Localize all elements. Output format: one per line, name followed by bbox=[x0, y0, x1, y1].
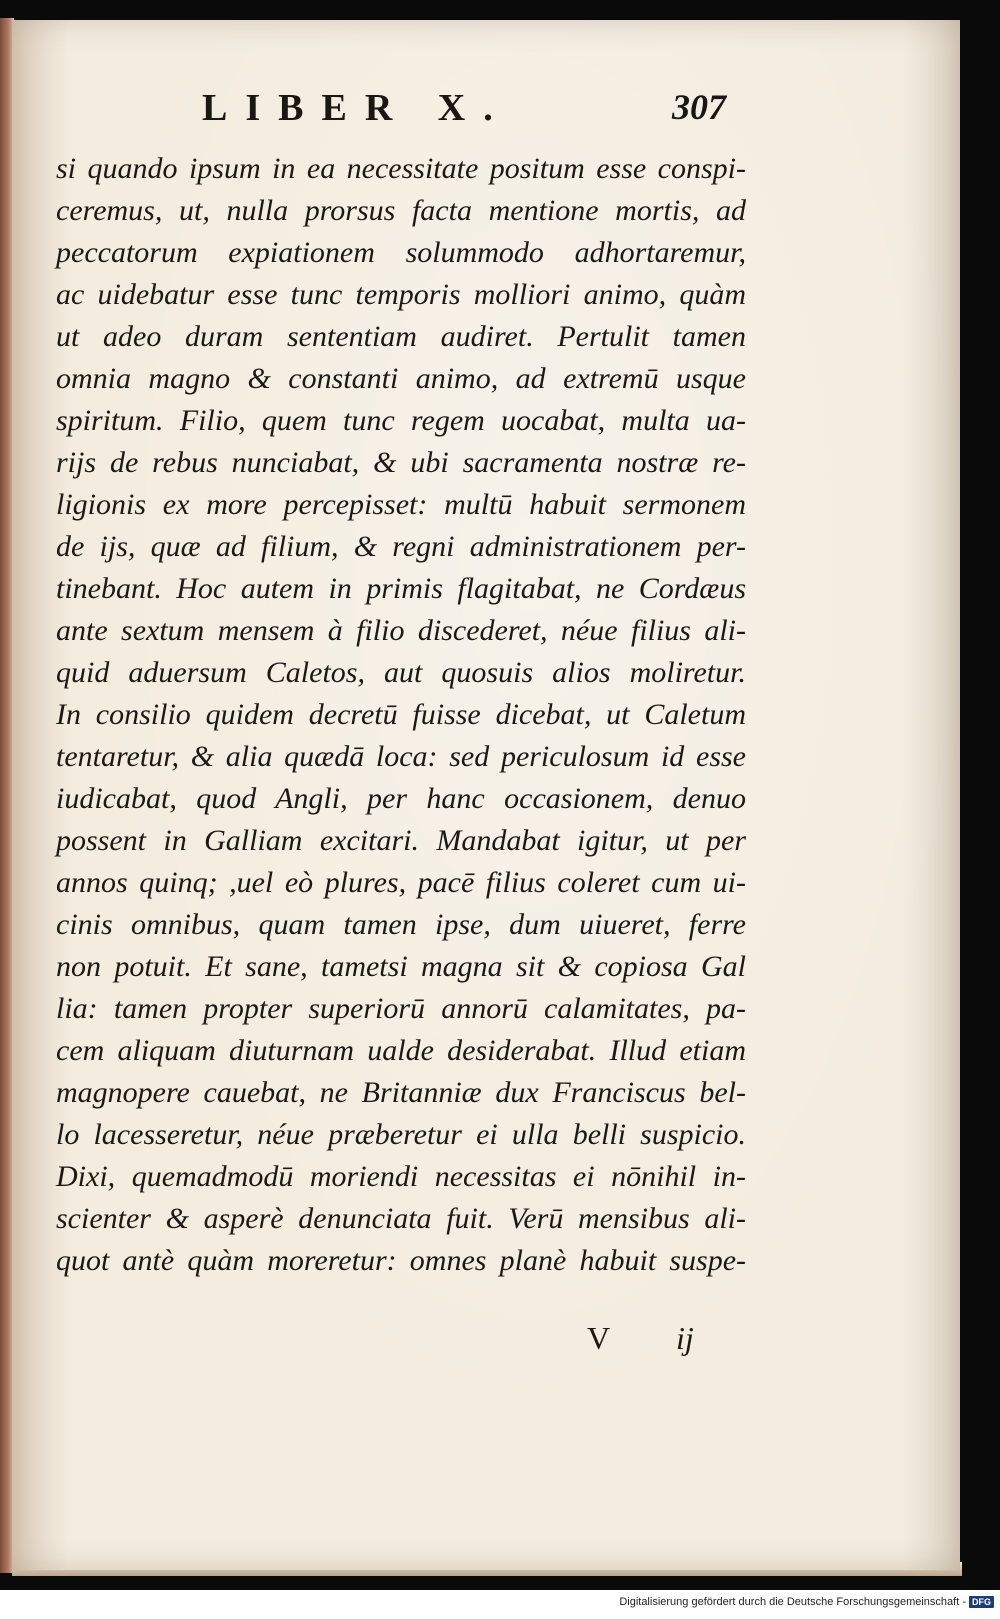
text-line: rijs de rebus nunciabat, & ubi sacramenta nostræ re- bbox=[56, 446, 746, 479]
text-line: ceremus, ut, nulla prorsus facta mentione mortis, ad bbox=[56, 194, 746, 227]
running-title: LIBER X. bbox=[202, 87, 511, 129]
text-line: quot antè quàm moreretur: omnes planè habuit suspe- bbox=[56, 1244, 746, 1277]
book-page bbox=[12, 20, 960, 1570]
text-line: scienter & asperè denunciata fuit. Verū mensibus ali- bbox=[56, 1202, 746, 1235]
text-line: annos quinq; ,uel eò plures, pacē filius coleret cum ui- bbox=[56, 866, 746, 899]
text-line: lia: tamen propter superiorū annorū calamitates, pa- bbox=[56, 992, 746, 1025]
text-line: cem aliquam diuturnam ualde desiderabat. Illud etiam bbox=[56, 1034, 746, 1067]
text-line: ante sextum mensem à filio discederet, néue filius ali- bbox=[56, 614, 746, 647]
text-line: non potuit. Et sane, tametsi magna sit & copiosa Gal bbox=[56, 950, 746, 983]
text-line: peccatorum expiationem solummodo adhortaremur, bbox=[56, 236, 746, 269]
text-line: ut adeo duram sententiam audiret. Pertulit tamen bbox=[56, 320, 746, 353]
page-header bbox=[12, 86, 960, 136]
dfg-logo-icon: DFG bbox=[969, 1596, 994, 1608]
text-line: tinebant. Hoc autem in primis flagitabat, ne Cordæus bbox=[56, 572, 746, 605]
signature-letter: V bbox=[587, 1320, 611, 1356]
text-line: Dixi, quemadmodū moriendi necessitas ei nōnihil in- bbox=[56, 1160, 746, 1193]
text-line: omnia magno & constanti animo, ad extremū usque bbox=[56, 362, 746, 395]
text-line: de ijs, quæ ad filium, & regni administrationem per- bbox=[56, 530, 746, 563]
text-line: ligionis ex more percepisset: multū habuit sermonem bbox=[56, 488, 746, 521]
text-line: spiritum. Filio, quem tunc regem uocabat, multa ua- bbox=[56, 404, 746, 437]
text-line: ac uidebatur esse tunc temporis molliori animo, quàm bbox=[56, 278, 746, 311]
text-line: cinis omnibus, quam tamen ipse, dum uiueret, ferre bbox=[56, 908, 746, 941]
signature-number: ij bbox=[676, 1320, 694, 1356]
footer-credit: Digitalisierung gefördert durch die Deutsche Forschungsgemeinschaft - bbox=[619, 1596, 966, 1608]
text-line: lo lacesseretur, néue præberetur ei ulla belli suspicio. bbox=[56, 1118, 746, 1151]
text-line: possent in Galliam excitari. Mandabat igitur, ut per bbox=[56, 824, 746, 857]
page-number: 307 bbox=[672, 87, 726, 127]
digitization-footer bbox=[0, 1596, 994, 1616]
text-line: iudicabat, quod Angli, per hanc occasionem, denuo bbox=[56, 782, 746, 815]
body-text bbox=[56, 148, 746, 1282]
text-line: si quando ipsum in ea necessitate positum esse conspi- bbox=[56, 152, 746, 185]
text-line: tentaretur, & alia quædā loca: sed periculosum id esse bbox=[56, 740, 746, 773]
text-line: magnopere cauebat, ne Britanniæ dux Franciscus bel- bbox=[56, 1076, 746, 1109]
text-line: In consilio quidem decretū fuisse dicebat, ut Caletum bbox=[56, 698, 746, 731]
text-line: quid aduersum Caletos, aut quosuis alios moliretur. bbox=[56, 656, 746, 689]
